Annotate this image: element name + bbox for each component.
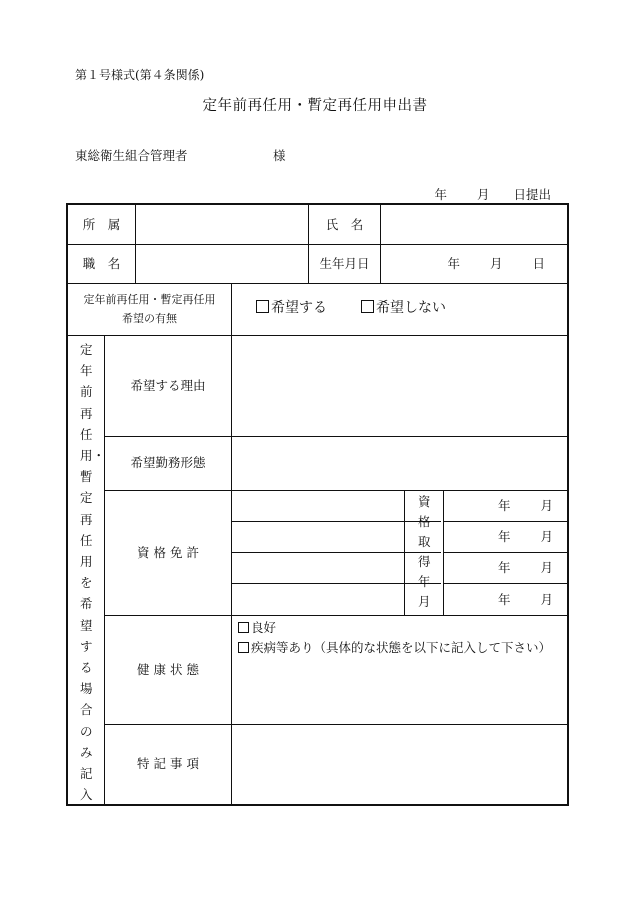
birthdate-field[interactable] [381,244,567,283]
health-options [238,618,551,658]
acq-month-1: 月 [540,498,553,514]
reason-field[interactable] [232,336,567,436]
health-good-option[interactable] [238,618,551,638]
license-field-3[interactable] [232,553,404,583]
hope-yes-option[interactable] [256,298,327,320]
notes-label: 特 記 事 項 [137,756,199,772]
date-year: 年 [434,187,447,202]
acq-year-1: 年 [497,498,511,514]
health-issue-checkbox[interactable] [238,642,249,653]
date-month: 月 [476,187,490,202]
acquired-date-4[interactable] [444,584,567,615]
acq-month-4: 月 [540,591,553,607]
license-field-1[interactable] [232,491,404,521]
health-label: 健 康 状 態 [137,661,199,677]
hope-label [68,283,231,335]
hope-no-label: 希望しない [376,300,446,317]
position-field[interactable] [136,244,308,283]
side-vertical-label: 定年前再任用・暫定再任用を希望する場合のみ記入 [80,342,106,803]
document-title: 定年前再任用・暫定再任用申出書 [202,98,428,114]
license-field-4[interactable] [232,584,404,615]
date-day: 日提出 [513,187,551,202]
license-field-2[interactable] [232,522,404,552]
health-good-checkbox[interactable] [238,622,249,633]
hope-yes-checkbox[interactable] [256,300,269,313]
reason-label: 希望する理由 [130,377,206,393]
work-form-field[interactable] [232,437,567,490]
acq-year-3: 年 [497,560,511,576]
hope-yes-label: 希望する [271,300,327,317]
honorific: 様 [273,148,286,163]
notes-field[interactable] [232,725,567,804]
submission-date [434,185,551,203]
birth-day: 日 [532,255,545,271]
birth-month: 月 [489,255,503,271]
health-good-label: 良好 [251,620,277,635]
affiliation-label: 所 属 [82,216,121,232]
hope-no-option[interactable] [361,298,446,320]
affiliation-field[interactable] [136,205,308,244]
hope-label-line1: 定年前再任用・暫定再任用 [83,292,216,306]
acq-year-4: 年 [497,591,511,607]
acq-month-3: 月 [540,560,553,576]
acq-month-2: 月 [540,529,553,545]
acquired-date-3[interactable] [444,553,567,583]
work-form-label: 希望勤務形態 [130,455,206,471]
birth-year: 年 [447,255,460,271]
hope-label-line2: 希望の有無 [122,312,177,325]
acquired-date-1[interactable] [444,491,567,521]
acquired-label: 資格取得年月 [418,494,431,609]
acq-year-2: 年 [497,529,511,545]
application-form-table [66,203,569,806]
acquired-date-2[interactable] [444,522,567,552]
form-reference: 第１号様式(第４条関係) [75,68,205,82]
health-issue-label: 疾病等あり（具体的な状態を以下に記入して下さい） [251,640,552,655]
health-issue-option[interactable] [238,638,551,658]
hope-no-checkbox[interactable] [361,300,374,313]
addressee: 東総衛生組合管理者 [75,148,188,163]
hope-options [232,283,567,335]
birthdate-label: 生年月日 [319,255,370,271]
name-field[interactable] [381,205,567,244]
position-label: 職 名 [82,255,121,271]
license-label: 資 格 免 許 [137,544,199,560]
name-label: 氏 名 [325,216,364,232]
